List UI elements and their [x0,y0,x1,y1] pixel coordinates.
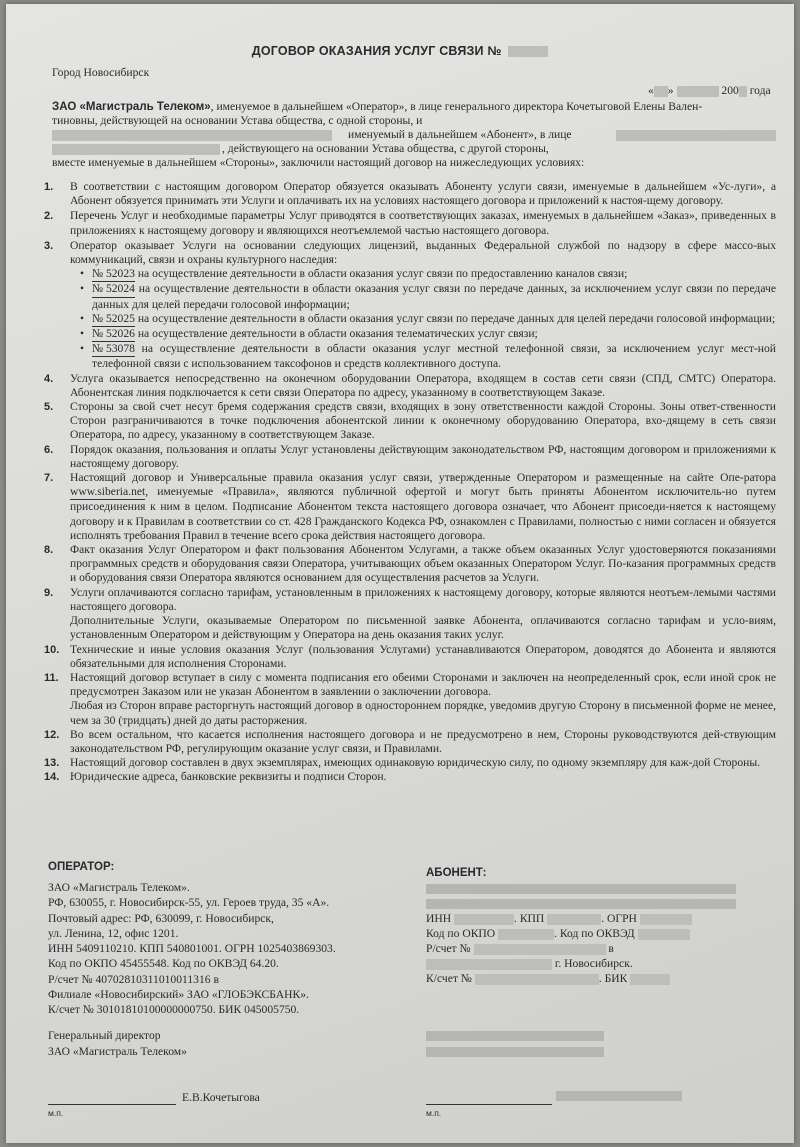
clause-number: 14. [44,771,60,784]
subscriber-name-blank[interactable] [52,130,332,141]
bik-field[interactable] [630,974,670,985]
ks-field[interactable] [475,974,599,985]
operator-signer-company: ЗАО «Магистраль Телеком» [48,1045,187,1058]
license-text: на осуществление деятельности в области оказания услуг связи по передаче данных, за исключением услуг связи по передаче данных для целей передачи голосовой информации; [92,282,776,311]
clause-10 [44,643,776,671]
clause-number: 4. [44,372,54,385]
clause-number: 10. [44,643,60,656]
license-number: № 52024 [92,282,135,297]
title-text: ДОГОВОР ОКАЗАНИЯ УСЛУГ СВЯЗИ № [251,44,502,58]
bank-field[interactable] [426,959,552,970]
preamble [52,100,778,171]
subscriber-label: АБОНЕНТ: [426,867,487,879]
clause-number: 13. [44,757,60,770]
contract-number-blank[interactable] [508,46,548,57]
clause-11 [44,671,776,728]
clause-extra-text: Любая из Сторон вправе расторгнуть настоящий договор в одностороннем порядке, уведомив другую Сторону в письменной форме не менее, чем за 30 (тридцать) дней до даты расторжения. [70,699,776,727]
subscriber-name-field[interactable] [426,884,736,894]
clause7-before-link: Настоящий договор и Универсальные правила оказания услуг связи, утвержденные Оператором и размещенные на сайте Опе-ратора [70,471,776,485]
operator-company: ЗАО «Магистраль Телеком» [52,101,211,113]
day-blank[interactable] [654,86,668,97]
license-list [78,267,776,371]
clause-text: Факт оказания Услуг Оператором и факт пользования Абонентом Услугами, а также объем оказанных Услуг удостоверяются показаниями программных средств и оборудования связи Оператора, учитывающих объем оказанных Оператором Услуг. По-казания программных средств и оборудования связи Оператора являются основанием для осуществления расчетов за Услуги. [70,543,776,585]
license-item [78,267,776,282]
subscriber-signature-line[interactable] [426,1104,552,1105]
ogrn-field[interactable] [640,914,692,925]
operator-signer-name: Е.В.Кочетыгова [182,1091,260,1104]
preamble-line3: именуемый в дальнейшем «Абонент», в лице [348,128,572,142]
clause-extra-text: Дополнительные Услуги, оказываемые Оператором по письменной заявке Абонента, оплачиваются согласно тарифам и усло-виям, установленным Оператором и действующим у Оператора на день оказания таких услуг. [70,614,776,642]
clause-number: 1. [44,181,54,193]
city-label: г. Новосибирск. [554,957,633,970]
license-text: на осуществление деятельности в области оказания телематических услуг связи; [134,327,538,341]
clause-13 [44,756,776,770]
date-year-suffix: года [749,84,771,97]
date-close-quote: » [667,84,674,97]
kpp-field[interactable] [547,914,601,925]
subscriber-signer-company-field[interactable] [426,1047,604,1057]
license-item [78,282,776,311]
license-number: № 52026 [92,327,135,342]
inn-label: ИНН [426,912,452,925]
v-label: в [608,942,614,955]
clause-3 [44,239,776,372]
website-link[interactable]: www.siberia.net [70,485,145,500]
subscriber-signer-title-field[interactable] [426,1031,604,1041]
clause-9 [44,586,776,643]
clauses-block [44,180,776,785]
clause-text: Технические и иные условия оказания Услуг (пользования Услугами) устанавливаются Оператором, доводятся до Абонента и являются обязательными для исполнения Сторонами. [70,642,776,670]
subscriber-rep-blank[interactable] [616,130,776,141]
license-text: на осуществление деятельности в области оказания услуг связи по предоставлению каналов связи; [134,267,628,281]
clause-text: Порядок оказания, пользования и оплаты Услуг установлены действующим законодательством РФ, настоящим договором и приложениями к настоящему договору. [70,442,776,470]
subscriber-address-field[interactable] [426,899,736,909]
clause-number: 11. [44,671,59,684]
okpo-field[interactable] [498,929,554,940]
clause-7 [44,471,776,543]
license-number: № 53078 [92,342,135,357]
clause-1 [44,180,776,208]
clause-2 [44,209,776,237]
operator-line: РФ, 630055, г. Новосибирск-55, ул. Героев труда, 35 «А». [48,896,330,910]
ogrn-label: . ОГРН [601,912,637,925]
clause-14 [44,770,776,784]
operator-signature-line[interactable] [48,1104,176,1105]
clause-text: Во всем остальном, что касается исполнения настоящего договора и не предусмотрено в нем, Стороны руководствуются дей-ствующим законодательством РФ, регулирующим оказание услуг связи, и Правилами. [70,727,776,755]
operator-line: Почтовый адрес: РФ, 630099, г. Новосибирск, [48,911,274,925]
inn-field[interactable] [454,914,514,925]
license-item [78,342,776,371]
operator-line: Р/счет № 40702810311010011316 в [48,972,219,986]
subscriber-stamp-place: м.п. [426,1108,442,1118]
clause-text: Юридические адреса, банковские реквизиты и подписи Сторон. [70,770,387,784]
contract-page [6,4,794,1143]
subscriber-row-bank [426,957,633,971]
license-number: № 52023 [92,267,135,282]
clause-number: 2. [44,210,54,223]
contract-title [6,44,794,58]
clause-number: 9. [44,586,54,599]
operator-signer-title: Генеральный директор [48,1029,161,1042]
clause-number: 8. [44,544,54,557]
clause-text: Услуги оплачиваются согласно тарифам, установленным в приложениях к настоящему договору, которые являются неотъем-лемыми частями настоящего договора. [70,585,776,613]
operator-line: ЗАО «Магистраль Телеком». [48,881,190,894]
operator-line: ИНН 5409110210. КПП 540801001. ОГРН 1025403869303. [48,942,336,956]
subscriber-row-rs [426,942,614,956]
ks-label: К/счет № [426,972,472,985]
contract-date [648,84,771,98]
clause-number: 12. [44,728,60,741]
clause-number: 6. [44,443,54,456]
okpo-label: Код по ОКПО [426,927,496,940]
operator-details [48,880,336,1018]
subscriber-row-okpo [426,927,690,941]
bik-label: . БИК [598,972,628,985]
clause-number: 7. [44,472,54,485]
okved-field[interactable] [638,929,690,940]
operator-line: Код по ОКПО 45455548. Код по ОКВЭД 64.20. [48,957,279,971]
date-year: 200 [721,84,739,97]
clause-text: Оператор оказывает Услуги на основании следующих лицензий, выданных Федеральной службой по надзору в сфере массо-вых коммуникаций, связи и охраны культурного наследия: [70,238,776,267]
subscriber-signer-name-field[interactable] [556,1091,682,1101]
subscriber-position-blank[interactable] [52,144,220,155]
kpp-label: . КПП [514,912,545,925]
clause-number: 3. [44,239,54,252]
clause-4 [44,372,776,400]
rs-label: Р/счет № [426,942,471,955]
date-open-quote: « [648,84,654,97]
okved-label: . Код по ОКВЭД [554,927,635,940]
clause-5 [44,400,776,443]
clause-12 [44,728,776,756]
license-item [78,327,776,342]
clause-8 [44,543,776,586]
clause-number: 5. [44,401,54,414]
clause-text: Настоящий договор вступает в силу с момента подписания его обеими Сторонами и заключен на неопределенный срок, если иной срок не предусмотрен Заказом или не указан Абонентом в заявлении о заключении договора. [70,670,776,699]
preamble-line5: вместе именуемые в дальнейшем «Стороны», заключили настоящий договор на нижеследующих условиях: [52,156,585,170]
operator-line: Филиале «Новосибирский» ЗАО «ГЛОБЭКСБАНК». [48,988,309,1002]
subscriber-row-inn [426,912,692,926]
clause-text [70,471,776,543]
rs-field[interactable] [474,944,606,955]
preamble-line1: , именуемое в дальнейшем «Оператор», в лице генерального директора Кочетыговой Елены Вален- [210,100,703,113]
clause-text: В соответствии с настоящим договором Оператор обязуется оказывать Абоненту услуги связи, именуемые в дальнейшем «Ус-луги», а Абонент обязуется принимать эти Услуги и оплачивать их на условиях настоящего договора и приложений к настоя-щему договору. [70,180,776,208]
operator-line: К/счет № 30101810100000000750. БИК 045005750. [48,1003,300,1017]
year-blank[interactable] [739,86,747,97]
preamble-line4: , действующего на основании Устава общества, с другой стороны, [222,142,549,156]
subscriber-row-ks [426,972,670,986]
license-text: на осуществление деятельности в области оказания услуг местной телефонной связи, за исключением услуг мест-ной телефонной связи с использованием таксофонов и средств коллективного доступа. [92,342,776,371]
license-number: № 52025 [92,312,135,327]
preamble-line2: тиновны, действующей на основании Устава общества, с одной стороны, и [52,114,423,128]
license-text: на осуществление деятельности в области оказания услуг связи по передаче данных для целей передачи голосовой информации; [134,311,776,325]
city: Город Новосибирск [52,66,150,79]
clause-text: Настоящий договор составлен в двух экземплярах, имеющих одинаковую юридическую силу, по одному экземпляру для каж-дой Стороны. [70,756,761,770]
clause-text: Стороны за свой счет несут бремя содержания средств связи, входящих в зону ответственности каждой Стороны. Зоны ответ-ственности Сторон разграничиваются в точке подключения абонентской линии к оконечному оборудованию Оператора, вхо-дящему в сеть связи Оператора, по адресу, указанному в соответствующем Заказе. [70,400,776,442]
clause-text: Услуга оказывается непосредственно на оконечном оборудовании Оператора, входящем в состав сети связи (СПД, СМТС) Оператора. Абонентская линия подключается к сети связи Оператора по адресу, указанному в соответствующем Заказе. [70,371,776,399]
clause-text: Перечень Услуг и необходимые параметры Услуг приводятся в соответствующих заказах, именуемых в дальнейшем «Заказ», приведенных в приложениях к настоящему договору и являющихся неотъемлемой частью настоящего договора. [70,209,776,237]
license-item [78,312,776,327]
clause-6 [44,443,776,471]
operator-line: ул. Ленина, 12, офис 1201. [48,926,179,940]
clause7-after-link: , именуемые «Правила», являются публичной офертой и могут быть приняты Абонентом исключитель-но путем присоединения к ним в целом. Подписание Абонентом текста настоящего договора означает, что Абонент присоеди-няется к настоящему договору и к Правилам в соответствии со ст. 428 Гражданского Кодекса РФ, ознакомлен с Правилами, полностью с ними согласен и обязуется исполнять требования Правил в течение всего срока действия настоящего договора. [70,485,776,542]
month-blank[interactable] [677,86,719,97]
operator-stamp-place: м.п. [48,1108,64,1118]
operator-label: ОПЕРАТОР: [48,861,115,873]
